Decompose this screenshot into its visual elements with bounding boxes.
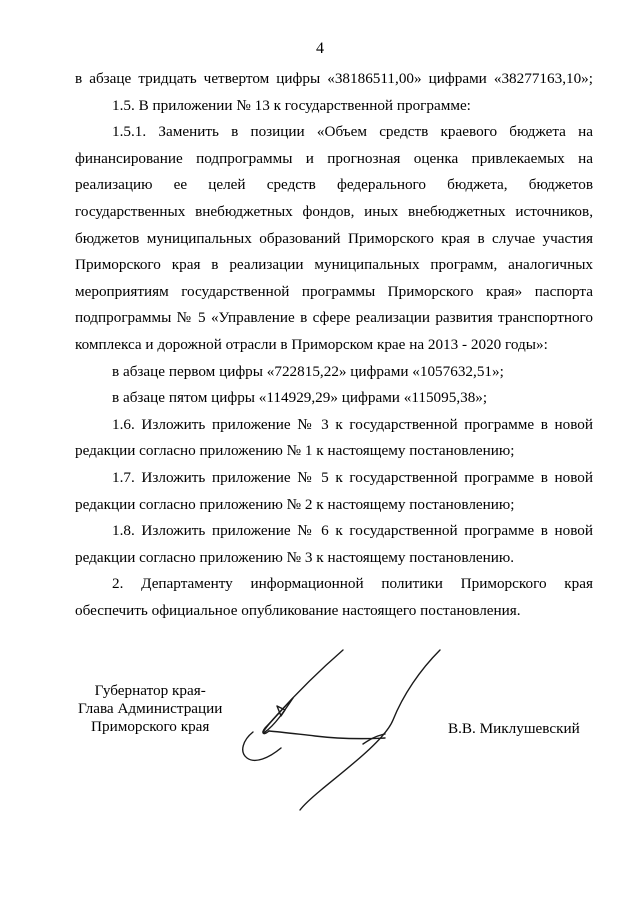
paragraph-2: 1.5. В приложении № 13 к государственной программе: [112, 96, 471, 114]
signature-block [0, 640, 640, 840]
signatory-title-line-2: Глава Администрации [78, 700, 223, 717]
signatory-title-line-3: Приморского края [91, 718, 210, 735]
paragraph-7: 1.7. Изложить приложение № 5 к государственной программе в новой редакции согласно приложению № 2 к настоящему постановлению; [75, 468, 593, 513]
handwritten-signature [225, 640, 455, 820]
signatory-name: В.В. Миклушевский [448, 720, 580, 737]
paragraph-4: в абзаце первом цифры «722815,22» цифрами «1057632,51»; [112, 362, 504, 380]
paragraph-8: 1.8. Изложить приложение № 6 к государственной программе в новой редакции согласно приложению № 3 к настоящему постановлению. [75, 522, 593, 566]
paragraph-6: 1.6. Изложить приложение № 3 к государственной программе в новой редакции согласно приложению № 1 к настоящему постановлению; [75, 415, 593, 460]
signatory-title-line-1: Губернатор края- [94, 682, 206, 699]
signatory-title [78, 682, 222, 736]
paragraph-3: 1.5.1. Заменить в позиции «Объем средств краевого бюджета на финансирование подпрограммы и прогнозная оценка привлекаемых на реализацию ее целей средств федерального бюджета, бюджетов государственных внебюджетных фондов, иных внебюджетных источников, бюджетов муниципальных образований Приморского края в случае участия Приморского края в реализации муниципальных программ, аналогичных мероприятиям государственной программы Приморского края» паспорта подпрограммы № 5 «Управление в сфере реализации развития транспортного комплекса и дорожной отрасли в Приморском крае на 2013 - 2020 годы»: [75, 123, 593, 353]
paragraph-9: 2. Департаменту информационной политики Приморского края обеспечить официальное опубликование настоящего постановления. [75, 575, 593, 619]
page-number: 4 [316, 40, 324, 57]
paragraph-1: в абзаце тридцать четвертом цифры «38186511,00» цифрами «38277163,10»; [75, 70, 593, 87]
paragraph-5: в абзаце пятом цифры «114929,29» цифрами «115095,38»; [112, 389, 488, 407]
document-body [75, 66, 593, 624]
